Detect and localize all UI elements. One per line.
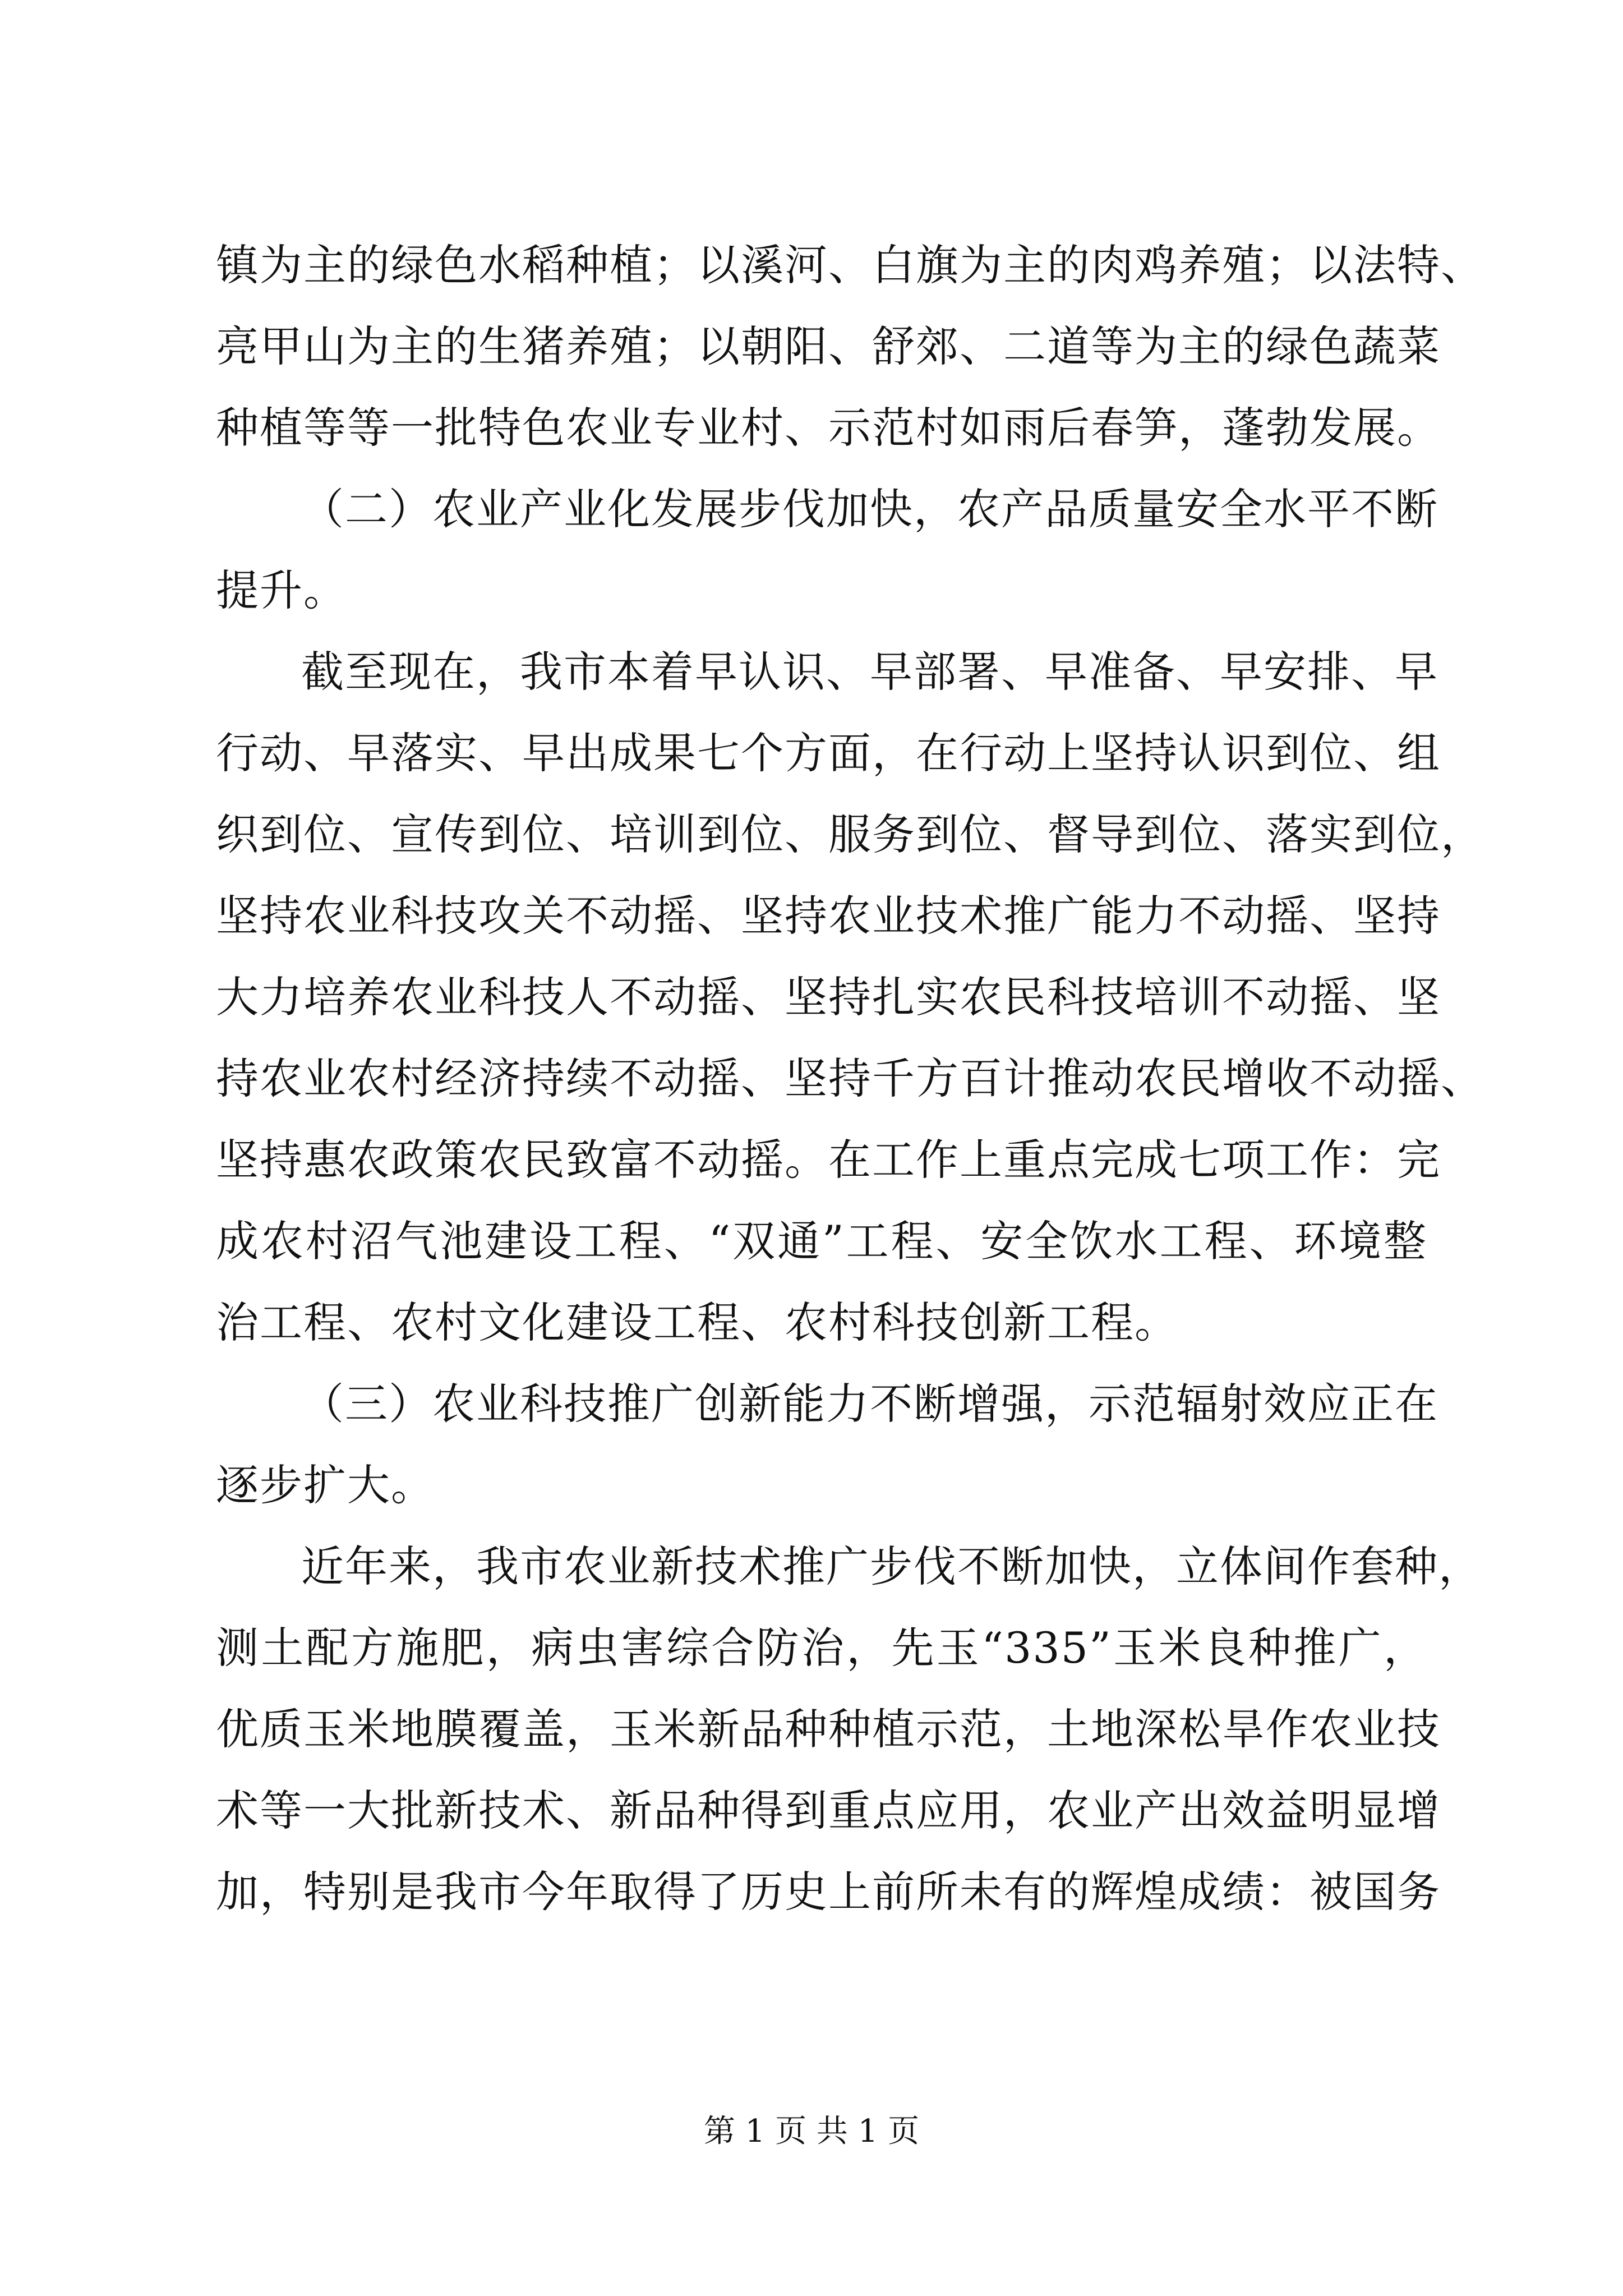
text-line: 优质玉米地膜覆盖，玉米新品种种植示范，土地深松旱作农业技	[216, 1704, 1441, 1754]
text-line: 种植等等一批特色农业专业村、示范村如雨后春笋，蓬勃发展。	[216, 403, 1441, 453]
text-line: 持农业农村经济持续不动摇、坚持千方百计推动农民增收不动摇、	[216, 1053, 1484, 1103]
text-line: 加，特别是我市今年取得了历史上前所未有的辉煌成绩：被国务	[216, 1867, 1441, 1917]
text-line: 测土配方施肥，病虫害综合防治，先玉“335”玉米良种推广，	[216, 1623, 1427, 1673]
text-line: 大力培养农业科技人不动摇、坚持扎实农民科技培训不动摇、坚	[216, 972, 1441, 1022]
section-heading-line: 逐步扩大。	[216, 1460, 435, 1510]
text-line: 镇为主的绿色水稻种植；以溪河、白旗为主的肉鸡养殖；以法特、	[216, 240, 1484, 290]
text-line: 坚持惠农政策农民致富不动摇。在工作上重点完成七项工作：完	[216, 1135, 1441, 1185]
text-line: 行动、早落实、早出成果七个方面，在行动上坚持认识到位、组	[216, 728, 1441, 778]
section-heading-line: （三）农业科技推广创新能力不断增强，示范辐射效应正在	[301, 1379, 1438, 1429]
section-heading-line: （二）农业产业化发展步伐加快，农产品质量安全水平不断	[301, 484, 1438, 534]
text-line: 术等一大批新技术、新品种得到重点应用，农业产出效益明显增	[216, 1786, 1441, 1835]
body-text	[216, 224, 1484, 1932]
page-footer	[0, 2109, 1623, 2154]
text-line: 截至现在，我市本着早认识、早部署、早准备、早安排、早	[301, 647, 1438, 697]
section-heading-line: 提升。	[216, 565, 347, 615]
text-line: 治工程、农村文化建设工程、农村科技创新工程。	[216, 1297, 1178, 1347]
text-line: 织到位、宣传到位、培训到位、服务到位、督导到位、落实到位，	[216, 809, 1484, 859]
text-line: 亮甲山为主的生猪养殖；以朝阳、舒郊、二道等为主的绿色蔬菜	[216, 321, 1441, 371]
text-line: 近年来，我市农业新技术推广步伐不断加快，立体间作套种，	[301, 1542, 1482, 1591]
text-line: 成农村沼气池建设工程、“双通”工程、安全饮水工程、环境整	[216, 1216, 1427, 1266]
page-number-label: 第 1 页 共 1 页	[703, 2113, 920, 2150]
text-line: 坚持农业科技攻关不动摇、坚持农业技术推广能力不动摇、坚持	[216, 891, 1441, 941]
